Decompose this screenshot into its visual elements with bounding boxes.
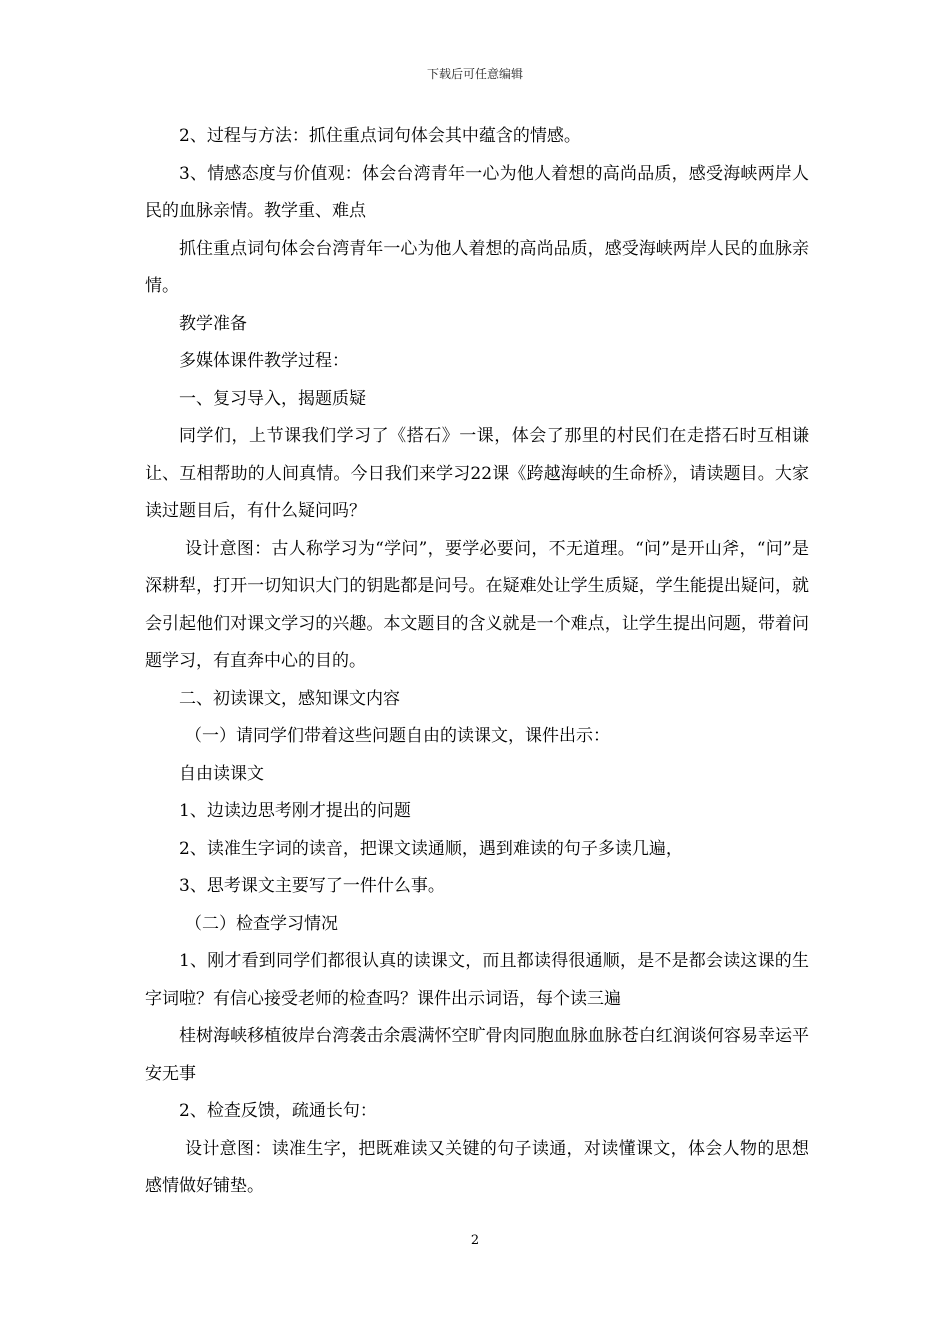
paragraph-check-vocabulary: 1、刚才看到同学们都很认真的读课文，而且都读得很通顺，是不是都会读这课的生字词啦？有信心接受老师的检查吗？课件出示词语，每个读三遍 — [145, 951, 809, 1009]
paragraph-free-reading: 自由读课文 — [179, 763, 264, 784]
page-header: 下载后可任意编辑 — [426, 67, 523, 81]
paragraph-process-method: 2、过程与方法：抓住重点词句体会其中蕴含的情感。 — [179, 126, 581, 146]
paragraph-emotion-values: 3、情感态度与价值观：体会台湾青年一心为他人着想的高尚品质，感受海峡两岸人民的血脉亲情。教学重、难点 — [145, 163, 809, 221]
page-number: 2 — [470, 1233, 480, 1248]
document-body — [145, 118, 809, 1206]
paragraph-design-intent-1: 设计意图：古人称学习为“学问”，要学必要问，不无道理。“问”是开山斧，“问”是深耕犁，打开一切知识大门的钥匙都是问号。在疑难处让学生质疑，学生能提出疑问，就会引起他们对课文学习的兴趣。本文题目的含义就是一个难点，让学生提出问题，带着问题学习，有直奔中心的目的。 — [145, 538, 809, 671]
heading-teaching-preparation: 教学准备 — [179, 313, 247, 334]
paragraph-check-feedback: 2、检查反馈，疏通长句： — [179, 1101, 377, 1121]
list-item-2: 2、读准生字词的读音，把课文读通顺，遇到难读的句子多读几遍， — [179, 838, 683, 859]
paragraph-reading-instruction: （一）请同学们带着这些问题自由的读课文，课件出示： — [185, 726, 610, 746]
heading-review-intro: 一、复习导入，揭题质疑 — [179, 388, 366, 409]
list-item-1: 1、边读边思考刚才提出的问题 — [179, 801, 411, 821]
paragraph-word-list: 桂树海峡移植彼岸台湾袭击余震满怀空旷骨肉同胞血脉血脉苍白红润谈何容易幸运平安无事 — [145, 1026, 809, 1084]
list-item-3: 3、思考课文主要写了一件什么事。 — [179, 876, 445, 896]
paragraph-multimedia: 多媒体课件教学过程： — [179, 351, 349, 371]
heading-first-reading: 二、初读课文，感知课文内容 — [179, 688, 400, 709]
paragraph-key-points: 抓住重点词句体会台湾青年一心为他人着想的高尚品质，感受海峡两岸人民的血脉亲情。 — [145, 238, 809, 296]
heading-check-learning: （二）检查学习情况 — [185, 913, 338, 934]
paragraph-intro-speech: 同学们，上节课我们学习了《搭石》一课，体会了那里的村民们在走搭石时互相谦让、互相帮助的人间真情。今日我们来学习22课《跨越海峡的生命桥》，请读题目。大家读过题目后，有什么疑问吗？ — [145, 426, 809, 521]
paragraph-design-intent-2: 设计意图：读准生字，把既难读又关键的句子读通，对读懂课文，体会人物的思想感情做好铺垫。 — [145, 1138, 809, 1196]
